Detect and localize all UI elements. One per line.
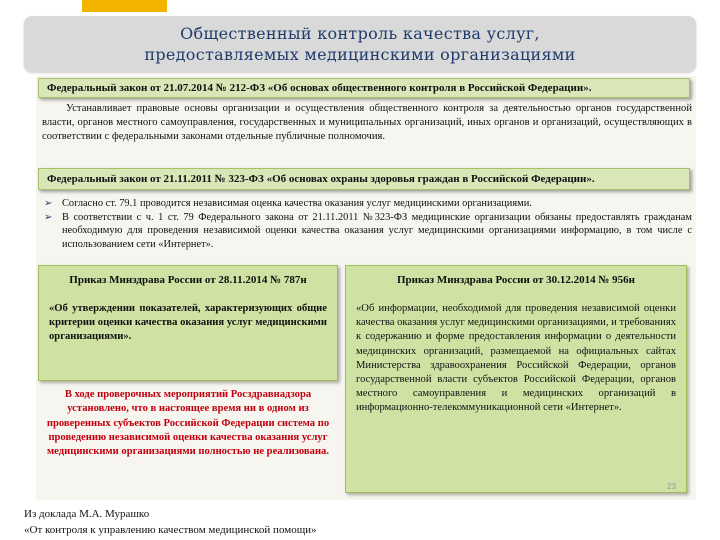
law-323-bullet [42, 197, 692, 211]
arrow-bullet-icon: ➢ [44, 198, 53, 209]
bullet-text: Согласно ст. 79.1 проводится независимая оценка качества оказания услуг медицинскими организациями. [62, 198, 532, 209]
law-323-bullets [42, 197, 692, 257]
title-line-1: Общественный контроль качества услуг, [180, 24, 540, 43]
accent-tab [82, 0, 167, 12]
order-956n-text: «Об информации, необходимой для проведения независимой оценки качества оказания услуг медицинскими организациями, и требованиях к содержанию и форме предоставления информации о деятельности медицинских организаций, размещаемой на официальных сайтах Министерства здравоохранения Российской Федерации, органов государственной власти субъектов Российской Федерации, органов местного самоуправления и медицинских организаций в информационно-телекоммуникационной сети «Интернет». [356, 303, 676, 414]
inspection-finding: В ходе проверочных мероприятий Росздравнадзора установлено, что в настоящее время ни в одном из проверенных субъектов Российской Федерации система по проведению независимой оценки качества оказания услуг медицинскими организациями полностью не реализована. [46, 389, 330, 458]
source-note [24, 506, 317, 538]
law-323-header: Федеральный закон от 21.11.2011 № 323-ФЗ «Об основах охраны здоровья граждан в Российской Федерации». [38, 168, 690, 190]
order-956n-title: Приказ Минздрава России от 30.12.2014 № 956н [396, 274, 636, 286]
arrow-bullet-icon: ➢ [44, 211, 53, 223]
law-323-bullet [42, 211, 692, 252]
order-787n-title: Приказ Минздрава России от 28.11.2014 № 787н [69, 274, 307, 286]
slide-title [24, 16, 696, 72]
source-line-1: Из доклада М.А. Мурашко [24, 508, 150, 520]
law-212-text-content: Устанавливает правовые основы организации и осуществления общественного контроля за деятельностью органов государственной власти, органов местного самоуправления, государственных и муниципальных организаций, иных органов и организаций, осуществляющих в соответствии с федеральными законами отдельные публичные полномочия. [42, 103, 692, 142]
order-787n-box [38, 265, 338, 381]
source-line-2: «От контроля к управлению качеством медицинской помощи» [24, 524, 317, 536]
page-number: 23 [667, 482, 676, 491]
order-956n-box [345, 265, 687, 493]
title-line-2: предоставляемых медицинскими организациями [144, 45, 576, 64]
bullet-text: В соответствии с ч. 1 ст. 79 Федерального закона от 21.11.2011 №323-ФЗ медицинские организации обязаны предоставлять гражданам необходимую для проведения независимой оценки качества оказания услуг медицинскими организациями информацию, в том числе с использованием сети «Интернет». [62, 211, 692, 250]
order-787n-text: «Об утверждении показателей, характеризующих общие критерии оценки качества оказания услуг медицинскими организациями». [49, 303, 327, 343]
law-212-header: Федеральный закон от 21.07.2014 № 212-ФЗ «Об основах общественного контроля в Российской Федерации». [38, 78, 690, 98]
law-212-text [42, 102, 692, 162]
